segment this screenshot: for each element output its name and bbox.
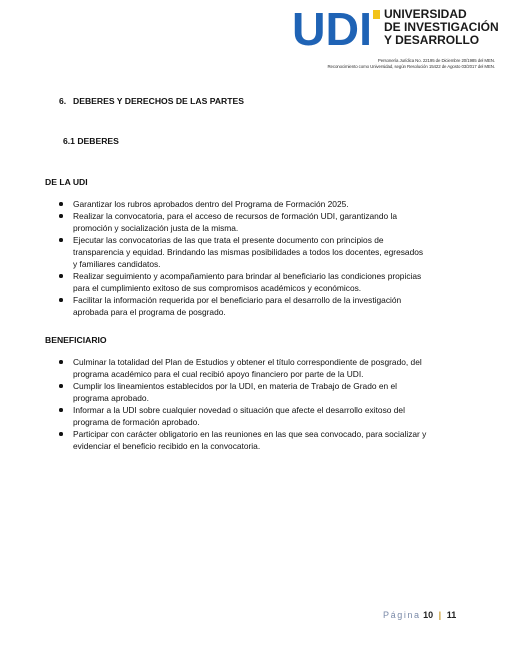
logo-name-line-3: Y DESARROLLO xyxy=(384,33,480,47)
list-item-text: Participar con carácter obligatorio en las reuniones en las que sea convocado, para socializar y evidenciar el beneficio recibido en la convocatoria. xyxy=(73,429,427,451)
list-item-text: Cumplir los lineamientos establecidos por la UDI, en materia de Trabajo de Grado en el programa aprobado. xyxy=(73,381,397,403)
udi-logo-accent xyxy=(373,10,380,19)
total-pages: 11 xyxy=(446,610,457,620)
list-item xyxy=(58,404,469,428)
section-title: DEBERES Y DERECHOS DE LAS PARTES xyxy=(73,96,244,106)
bullet-icon xyxy=(59,360,63,364)
bullet-icon xyxy=(59,408,63,412)
udi-heading: DE LA UDI xyxy=(45,177,88,187)
beneficiario-heading: BENEFICIARIO xyxy=(45,335,107,345)
udi-logo xyxy=(292,8,504,60)
list-item-text: Garantizar los rubros aprobados dentro del Programa de Formación 2025. xyxy=(73,199,349,209)
list-item-text: Realizar la convocatoria, para el acceso de recursos de formación UDI, garantizando la promoción y socialización justa de la misma. xyxy=(73,211,397,233)
list-item xyxy=(58,428,469,452)
bullet-icon xyxy=(59,214,63,218)
bullet-icon xyxy=(59,298,63,302)
section-number: 6. xyxy=(59,96,67,106)
legal-line-2: Reconocimiento como Universidad, según Resolución 15422 de Agosto 03/2017 del MEN. xyxy=(327,64,495,69)
page-separator: | xyxy=(438,610,442,620)
logo-name-line-2: DE INVESTIGACIÓN xyxy=(384,20,499,34)
subsection-title: 6.1 DEBERES xyxy=(63,136,119,146)
bullet-icon xyxy=(59,238,63,242)
bullet-icon xyxy=(59,384,63,388)
udi-logo-mark-icon xyxy=(292,8,380,48)
list-item xyxy=(58,198,469,210)
bullet-icon xyxy=(59,274,63,278)
logo-name xyxy=(384,8,499,47)
beneficiario-duties-list xyxy=(58,356,469,452)
bullet-icon xyxy=(59,432,63,436)
page-number-footer xyxy=(383,610,456,620)
udi-logo-letters: UDI xyxy=(292,8,372,48)
legal-line-1: Personería Jurídica No. 22195 de Diciembre 20/1985 del MEN. xyxy=(377,58,495,63)
bullet-icon xyxy=(59,202,63,206)
logo-name-line-1: UNIVERSIDAD xyxy=(384,7,467,21)
list-item xyxy=(58,380,469,404)
list-item-text: Facilitar la información requerida por el beneficiario para el desarrollo de la investigación aprobada para el programa de posgrado. xyxy=(73,295,402,317)
list-item-text: Culminar la totalidad del Plan de Estudios y obtener el título correspondiente de posgrado, del programa académico para el cual recibió apoyo financiero por parte de la UDI. xyxy=(73,357,422,379)
list-item xyxy=(58,234,469,270)
list-item-text: Ejecutar las convocatorias de las que trata el presente documento con principios de transparencia y equidad. Brindando las mismas posibilidades a todos los docentes, egresados y familiares candidatos. xyxy=(73,235,424,269)
page-label: Página xyxy=(383,610,421,620)
list-item xyxy=(58,294,469,318)
legal-notice xyxy=(327,58,495,70)
list-item xyxy=(58,210,469,234)
list-item xyxy=(58,270,469,294)
current-page: 10 xyxy=(423,610,434,620)
list-item xyxy=(58,356,469,380)
udi-duties-list xyxy=(58,198,469,318)
list-item-text: Informar a la UDI sobre cualquier novedad o situación que afecte el desarrollo exitoso del programa de formación aprobado. xyxy=(73,405,405,427)
list-item-text: Realizar seguimiento y acompañamiento para brindar al beneficiario las condiciones propicias para el cumplimiento exitoso de sus compromisos académicos y económicos. xyxy=(73,271,422,293)
